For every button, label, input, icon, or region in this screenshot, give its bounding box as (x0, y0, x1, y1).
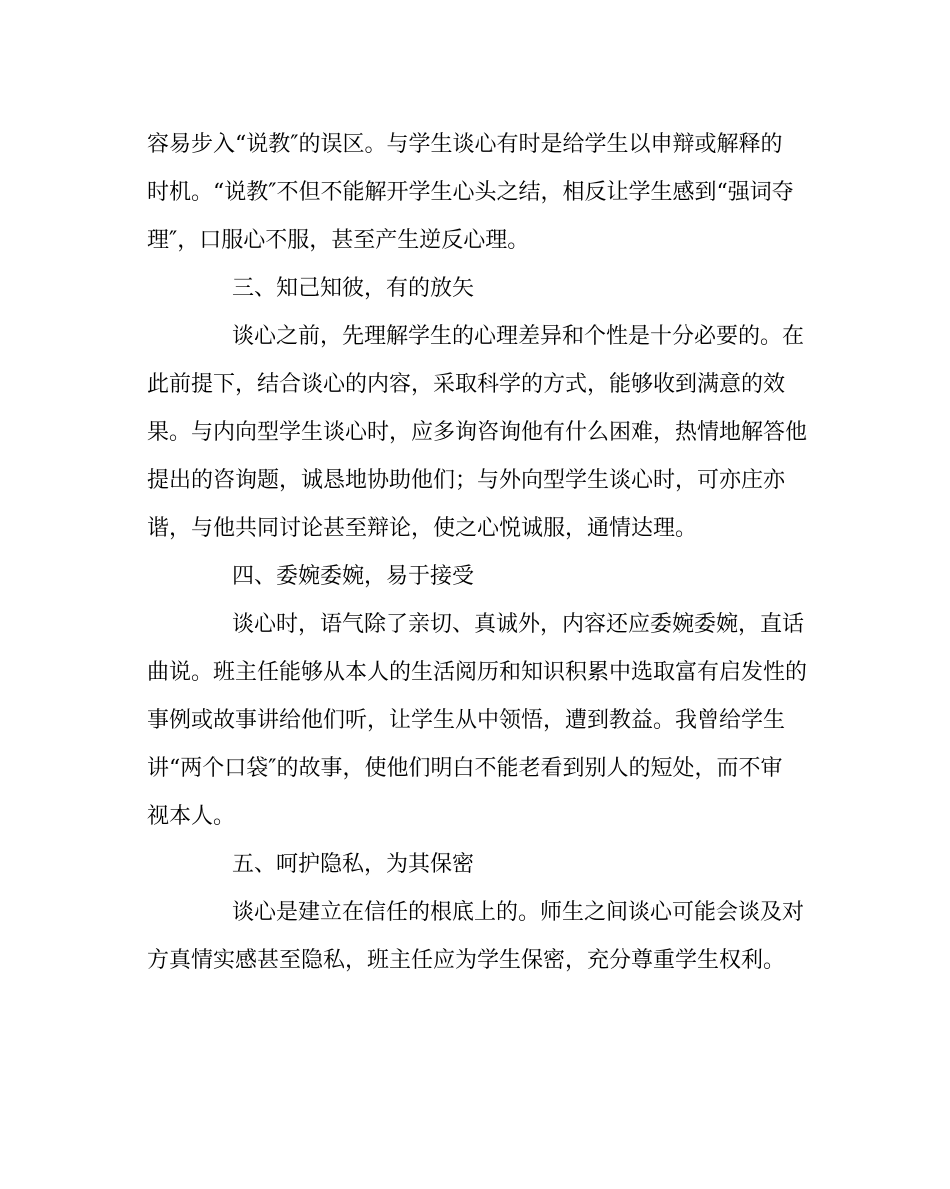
paragraph-line: 视本人。 (147, 804, 236, 829)
paragraph-line: 方真情实感甚至隐私，班主任应为学生保密，充分尊重学生权利。 (147, 948, 786, 973)
paragraph-line: 容易步入“说教″的误区。与学生谈心有时是给学生以申辩或解释的 (147, 132, 783, 157)
section-heading: 四、委婉委婉，易于接受 (232, 564, 475, 589)
paragraph-line: 果。与内向型学生谈心时，应多询咨询他有什么困难，热情地解答他 (147, 420, 808, 445)
paragraph-line: 谈心之前，先理解学生的心理差异和个性是十分必要的。在 (232, 324, 805, 349)
paragraph-line: 谈心是建立在信任的根底上的。师生之间谈心可能会谈及对 (232, 900, 805, 925)
paragraph-line: 曲说。班主任能够从本人的生活阅历和知识积累中选取富有启发性的 (147, 660, 808, 685)
paragraph-line: 谈心时，语气除了亲切、真诚外，内容还应委婉委婉，直话 (232, 612, 805, 637)
paragraph-line: 提出的咨询题，诚恳地协助他们；与外向型学生谈心时，可亦庄亦 (147, 468, 786, 493)
section-heading: 五、呵护隐私，为其保密 (232, 852, 475, 877)
section-heading: 三、知己知彼，有的放矢 (232, 276, 475, 301)
paragraph-line: 谐，与他共同讨论甚至辩论，使之心悦诚服，通情达理。 (147, 516, 698, 541)
paragraph-line: 讲“两个口袋″的故事，使他们明白不能老看到别人的短处，而不审 (147, 756, 783, 781)
paragraph-line: 理″，口服心不服，甚至产生逆反心理。 (147, 228, 530, 253)
paragraph-line: 事例或故事讲给他们听，让学生从中领悟，遭到教益。我曾给学生 (147, 708, 786, 733)
paragraph-line: 时机。“说教″不但不能解开学生心头之结，相反让学生感到“强词夺 (147, 180, 794, 205)
paragraph-line: 此前提下，结合谈心的内容，采取科学的方式，能够收到满意的效 (147, 372, 786, 397)
